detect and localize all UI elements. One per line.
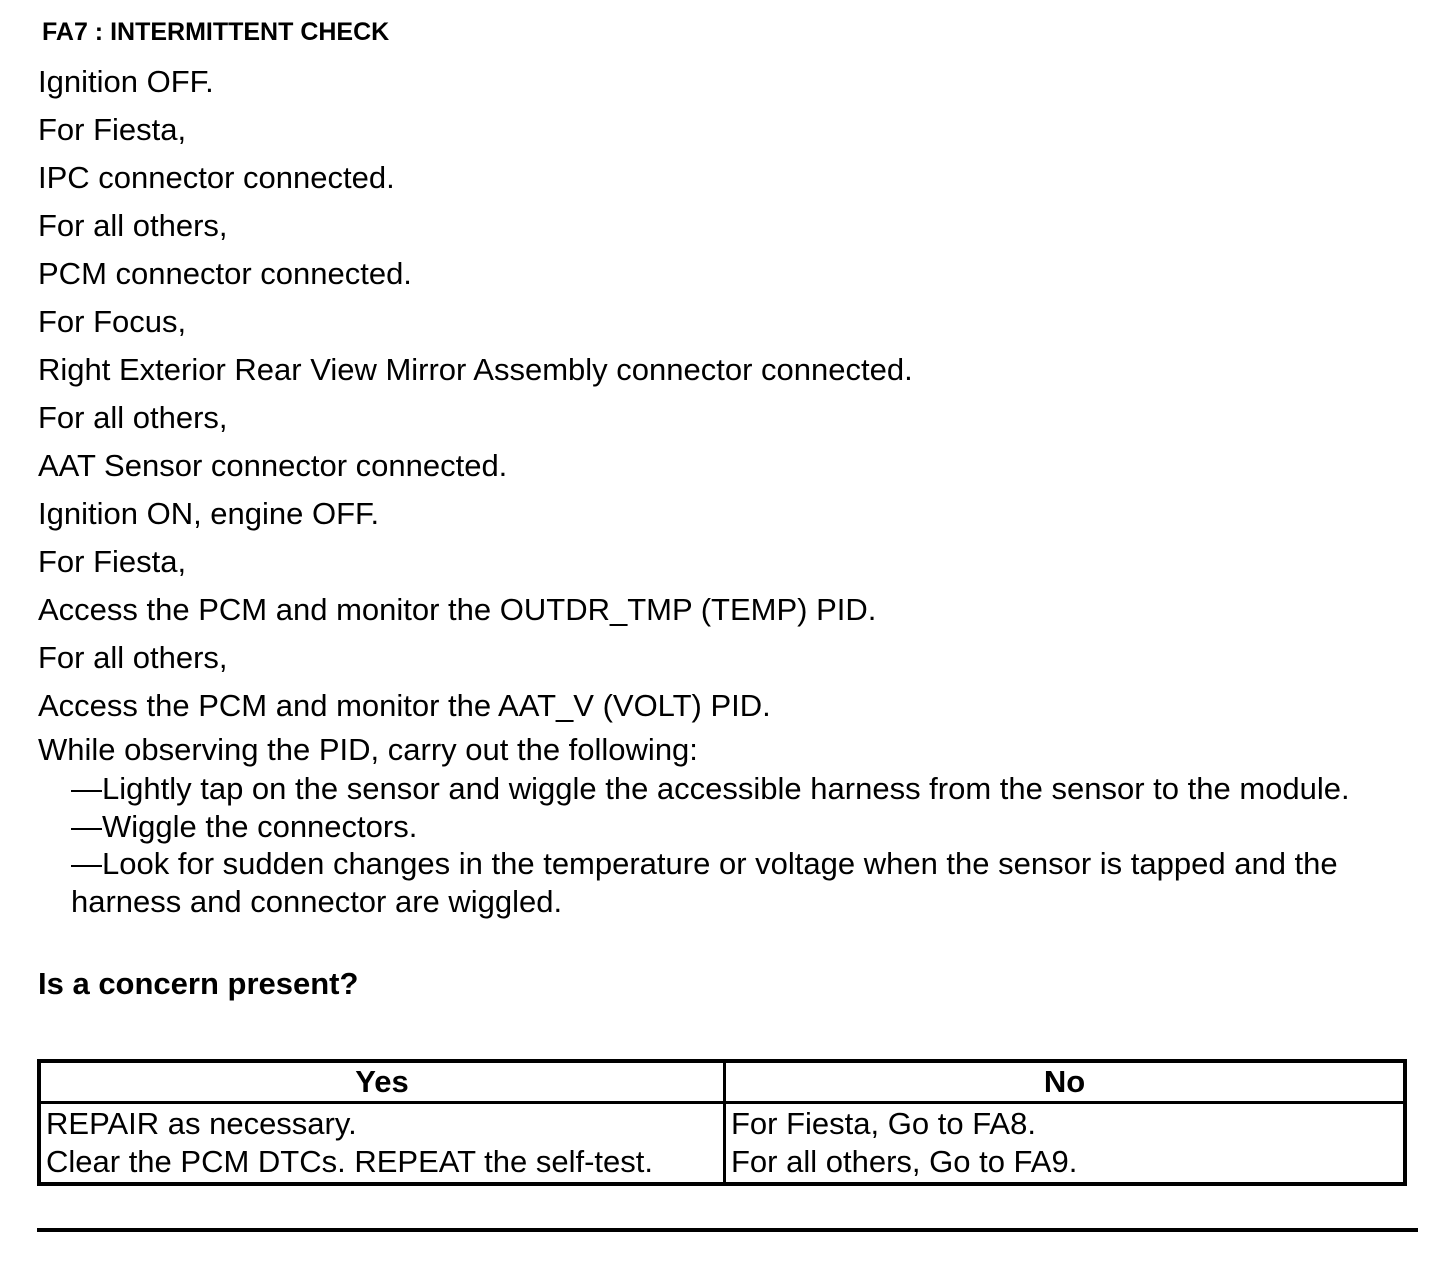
step-line: For all others,: [38, 208, 228, 243]
no-action-line: For Fiesta, Go to FA8.: [731, 1106, 1036, 1141]
step-line: Access the PCM and monitor the AAT_V (VOLT) PID.: [38, 688, 771, 723]
step-line: Right Exterior Rear View Mirror Assembly connector connected.: [38, 352, 913, 387]
observe-substep: —Lightly tap on the sensor and wiggle the accessible harness from the sensor to the module.: [71, 771, 1350, 806]
no-action-line: For all others, Go to FA9.: [731, 1144, 1078, 1179]
page-title: FA7 : INTERMITTENT CHECK: [42, 18, 390, 46]
yes-action-cell: [39, 1103, 725, 1185]
yes-action-line: REPAIR as necessary.: [46, 1106, 357, 1141]
result-table: [37, 1059, 1407, 1186]
step-line: For all others,: [38, 640, 228, 675]
table-row: [39, 1103, 1405, 1185]
observe-substep: —Wiggle the connectors.: [71, 808, 418, 844]
no-action-cell: [725, 1103, 1406, 1185]
observe-block: [38, 730, 1438, 920]
step-line: Access the PCM and monitor the OUTDR_TMP (TEMP) PID.: [38, 592, 877, 627]
step-line: IPC connector connected.: [38, 160, 395, 195]
table-header-row: [39, 1061, 1405, 1103]
step-line: For all others,: [38, 400, 228, 435]
concern-question: Is a concern present?: [38, 966, 359, 1001]
step-line: Ignition ON, engine OFF.: [38, 496, 380, 531]
yes-action-line: Clear the PCM DTCs. REPEAT the self-test.: [46, 1144, 653, 1179]
step-line: For Focus,: [38, 304, 187, 339]
step-list: [38, 60, 1438, 732]
bottom-divider: [37, 1228, 1418, 1232]
observe-substep: —Look for sudden changes in the temperature or voltage when the sensor is tapped and the harness and connector are wiggled.: [71, 846, 1338, 919]
step-line: For Fiesta,: [38, 112, 187, 147]
observe-instruction: While observing the PID, carry out the following:: [38, 732, 698, 767]
no-column-header: No: [725, 1061, 1406, 1103]
step-line: For Fiesta,: [38, 544, 187, 579]
step-line: PCM connector connected.: [38, 256, 412, 291]
step-line: Ignition OFF.: [38, 64, 214, 99]
step-line: AAT Sensor connector connected.: [38, 448, 508, 483]
yes-column-header: Yes: [39, 1061, 725, 1103]
